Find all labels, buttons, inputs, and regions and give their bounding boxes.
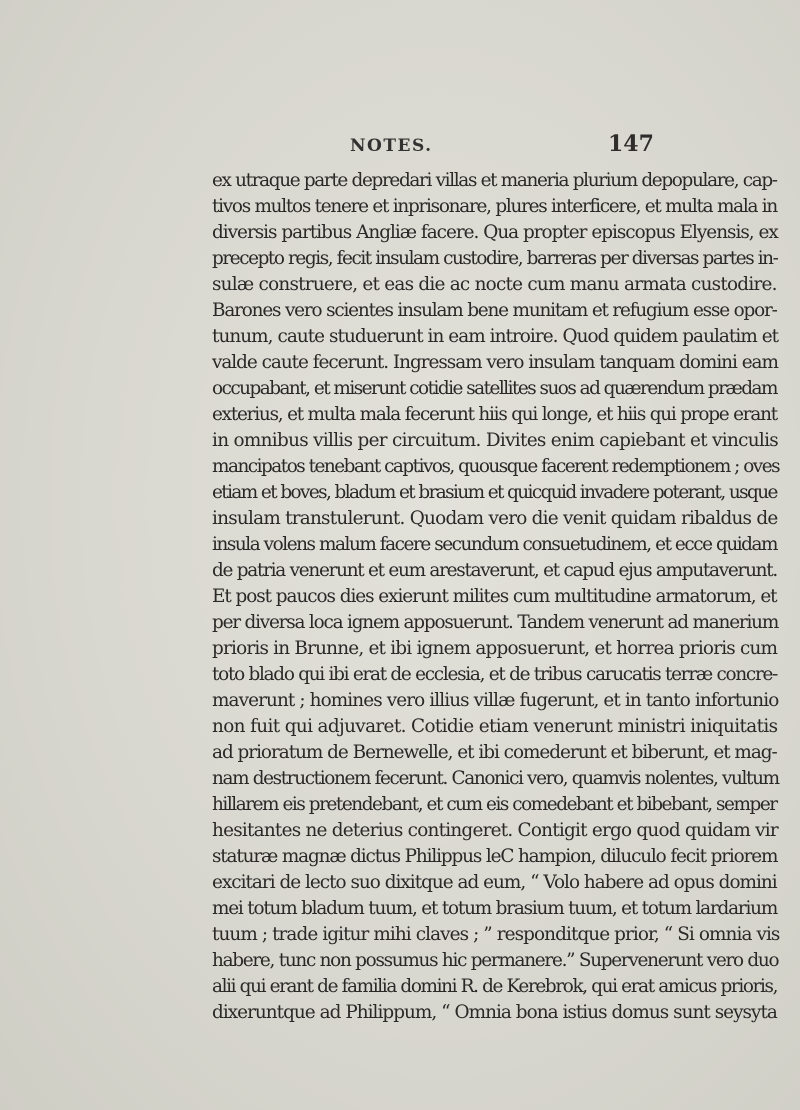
text-line: per diversa loca ignem apposuerunt. Tandem venerunt ad manerium [212, 612, 779, 633]
text-line: hesitantes ne deterius contingeret. Contigit ergo quod quidam vir [212, 820, 778, 841]
text-line: in omnibus villis per circuitum. Divites enim capiebant et vinculis [212, 430, 779, 451]
page-number: 147 [608, 131, 654, 157]
text-line: tunum, caute studuerunt in eam introire. Quod quidem paulatim et [212, 326, 779, 347]
text-line: alii qui erant de familia domini R. de Kerebrok, qui erat amicus prioris, [212, 976, 778, 997]
text-line: precepto regis, fecit insulam custodire, barreras per diversas partes in- [212, 248, 778, 269]
text-line: diversis partibus Angliæ facere. Qua propter episcopus Elyensis, ex [212, 222, 778, 243]
text-line: Barones vero scientes insulam bene munitam et refugium esse opor- [212, 300, 777, 321]
text-line: mancipatos tenebant captivos, quousque facerent redemptionem ; oves [212, 456, 780, 477]
text-line: Et post paucos dies exierunt milites cum multitudine armatorum, et [212, 586, 777, 607]
text-line: hillarem eis pretendebant, et cum eis comedebant et bibebant, semper [212, 794, 777, 815]
text-line: ex utraque parte depredari villas et maneria plurium depopulare, cap- [212, 170, 777, 191]
text-line: habere, tunc non possumus hic permanere.” Supervenerunt vero duo [212, 950, 779, 971]
text-line: nam destructionem fecerunt. Canonici vero, quamvis nolentes, vultum [212, 768, 779, 789]
text-line: etiam et boves, bladum et brasium et quicquid invadere poterant, usque [212, 482, 777, 503]
text-line: prioris in Brunne, et ibi ignem apposuerunt, et horrea prioris cum [212, 638, 778, 659]
text-line: toto blado qui ibi erat de ecclesia, et de tribus carucatis terræ concre- [212, 664, 778, 685]
text-line: exterius, et multa mala fecerunt hiis qui longe, et hiis qui prope erant [212, 404, 777, 425]
text-line: maverunt ; homines vero illius villæ fugerunt, et in tanto infortunio [212, 690, 779, 711]
text-line: insulam transtulerunt. Quodam vero die venit quidam ribaldus de [212, 508, 778, 529]
text-line: excitari de lecto suo dixitque ad eum, “ Volo habere ad opus domini [212, 872, 777, 893]
text-line: insula volens malum facere secundum consuetudinem, et ecce quidam [212, 534, 778, 555]
text-line: staturæ magnæ dictus Philippus leC hampion, diluculo fecit priorem [212, 846, 778, 867]
text-line: tivos multos tenere et inprisonare, plures interficere, et multa mala in [212, 196, 778, 217]
text-line: non fuit qui adjuvaret. Cotidie etiam venerunt ministri iniquitatis [212, 716, 778, 737]
text-line: valde caute fecerunt. Ingressam vero insulam tanquam domini eam [212, 352, 778, 373]
text-line: occupabant, et miserunt cotidie satellites suos ad quærendum prædam [212, 378, 777, 399]
text-line: ad prioratum de Bernewelle, et ibi comederunt et biberunt, et mag- [212, 742, 777, 763]
body-text [0, 168, 800, 1068]
text-line: dixeruntque ad Philippum, “ Omnia bona istius domus sunt seysyta [212, 1002, 777, 1023]
text-line: mei totum bladum tuum, et totum brasium tuum, et totum lardarium [212, 898, 778, 919]
text-line: sulæ construere, et eas die ac nocte cum manu armata custodire. [212, 274, 777, 295]
text-line: de patria venerunt et eum arestaverunt, et capud ejus amputaverunt. [212, 560, 777, 581]
text-line: tuum ; trade igitur mihi claves ; ” responditque prior, “ Si omnia vis [212, 924, 780, 945]
running-head: NOTES. [350, 136, 433, 156]
